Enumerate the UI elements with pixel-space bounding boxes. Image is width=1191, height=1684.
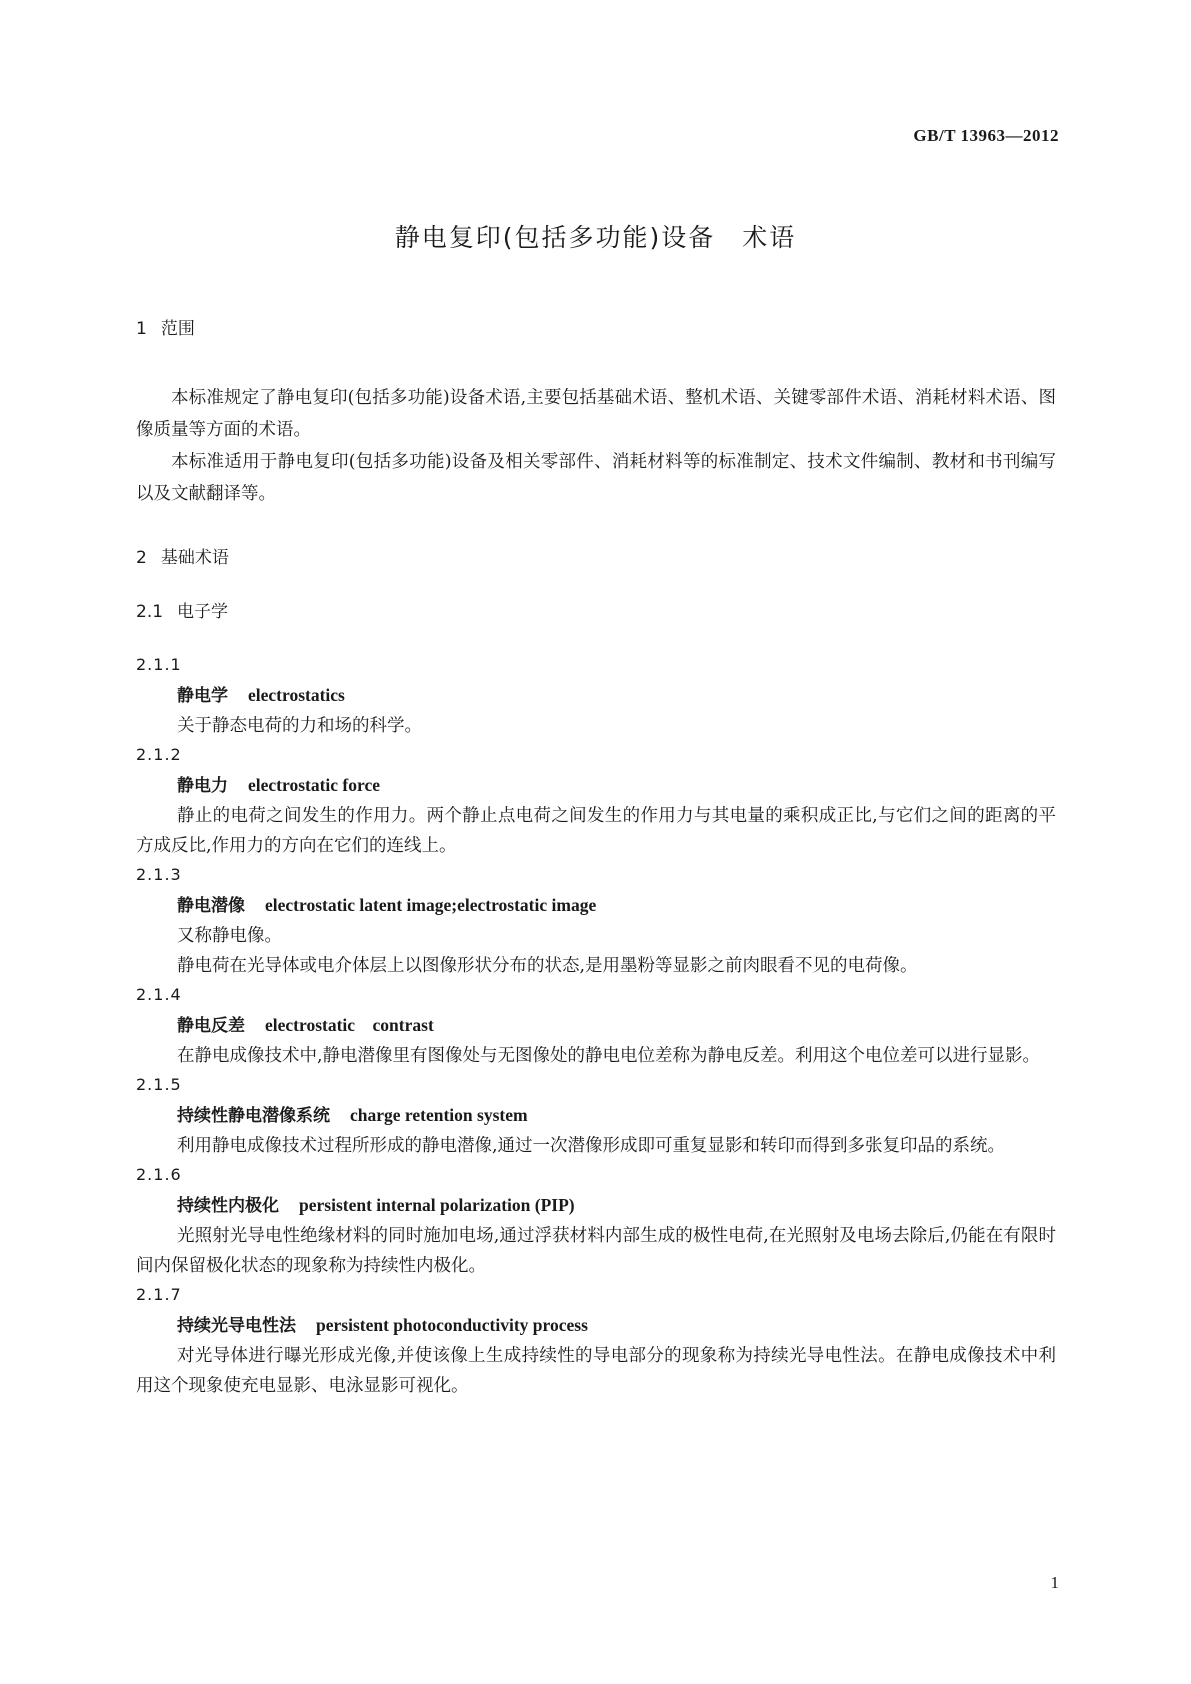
term-chinese: 静电反差 [177,1016,245,1036]
term-heading [136,1189,1056,1221]
term-entry [136,981,1056,1071]
term-number: 2.1.1 [136,655,182,674]
section-title: 基础术语 [160,548,229,568]
term-definition: 光照射光导电性绝缘材料的同时施加电场,通过浮获材料内部生成的极性电荷,在光照射及电场去除后,仍能在有限时间内保留极化状态的现象称为持续性内极化。 [136,1226,1056,1276]
term-definition: 静电荷在光导体或电介体层上以图像形状分布的状态,是用墨粉等显影之前肉眼看不见的电荷像。 [177,956,918,976]
term-definition: 静止的电荷之间发生的作用力。两个静止点电荷之间发生的作用力与其电量的乘积成正比,与它们之间的距离的平方成反比,作用力的方向在它们的连线上。 [136,806,1056,856]
term-chinese: 持续光导电性法 [177,1316,296,1336]
section-number: 2 [136,548,147,568]
term-entry [136,1281,1056,1401]
term-chinese: 静电潜像 [177,896,245,916]
section-title: 范围 [160,319,195,339]
term-entry [136,651,1056,741]
section-heading-scope [136,318,1056,340]
term-heading [136,1009,1056,1041]
term-english: electrostatic latent image;electrostatic image [265,895,597,915]
section-title: 电子学 [177,602,229,622]
term-chinese: 持续性静电潜像系统 [177,1106,330,1126]
term-chinese: 持续性内极化 [177,1196,279,1216]
term-english: electrostatic contrast [265,1015,434,1035]
term-heading [136,1309,1056,1341]
term-definition: 关于静态电荷的力和场的科学。 [177,716,422,736]
term-definition: 在静电成像技术中,静电潜像里有图像处与无图像处的静电电位差称为静电反差。利用这个电位差可以进行显影。 [177,1046,1041,1066]
term-english: charge retention system [350,1105,528,1125]
term-entry [136,1071,1056,1161]
term-number: 2.1.4 [136,985,182,1004]
term-number: 2.1.6 [136,1165,182,1184]
term-heading [136,1099,1056,1131]
term-heading [136,889,1056,921]
term-definition: 对光导体进行曝光形成光像,并使该像上生成持续性的导电部分的现象称为持续光导电性法。在静电成像技术中利用这个现象使充电显影、电泳显影可视化。 [136,1346,1056,1396]
scope-paragraph: 本标准适用于静电复印(包括多功能)设备及相关零部件、消耗材料等的标准制定、技术文件编制、教材和书刊编写以及文献翻译等。 [136,452,1056,504]
term-entry [136,741,1056,861]
page-title: 静电复印(包括多功能)设备 术语 [394,223,797,252]
term-definition: 利用静电成像技术过程所形成的静电潜像,通过一次潜像形成即可重复显影和转印而得到多张复印品的系统。 [177,1136,1006,1156]
term-english: persistent internal polarization (PIP) [299,1195,575,1215]
term-number: 2.1.2 [136,745,182,764]
scope-paragraph: 本标准规定了静电复印(包括多功能)设备术语,主要包括基础术语、整机术语、关键零部件术语、消耗材料术语、图像质量等方面的术语。 [136,388,1056,440]
page-number: 1 [1050,1573,1059,1592]
term-english: electrostatics [248,685,345,705]
document-body [136,318,1056,1401]
term-english: persistent photoconductivity process [316,1315,588,1335]
subsection-heading-electronics [136,601,1056,623]
term-chinese: 静电学 [177,686,228,706]
term-number: 2.1.3 [136,865,182,884]
term-number: 2.1.7 [136,1285,182,1304]
term-heading [136,679,1056,711]
standard-code: GB/T 13963—2012 [913,126,1059,145]
term-english: electrostatic force [248,775,380,795]
section-number: 2.1 [136,602,164,622]
section-heading-basic-terms [136,547,1056,569]
section-number: 1 [136,319,147,339]
term-entry [136,1161,1056,1281]
term-entry [136,861,1056,981]
term-chinese: 静电力 [177,776,228,796]
term-heading [136,769,1056,801]
term-number: 2.1.5 [136,1075,182,1094]
term-definition: 又称静电像。 [177,926,282,946]
